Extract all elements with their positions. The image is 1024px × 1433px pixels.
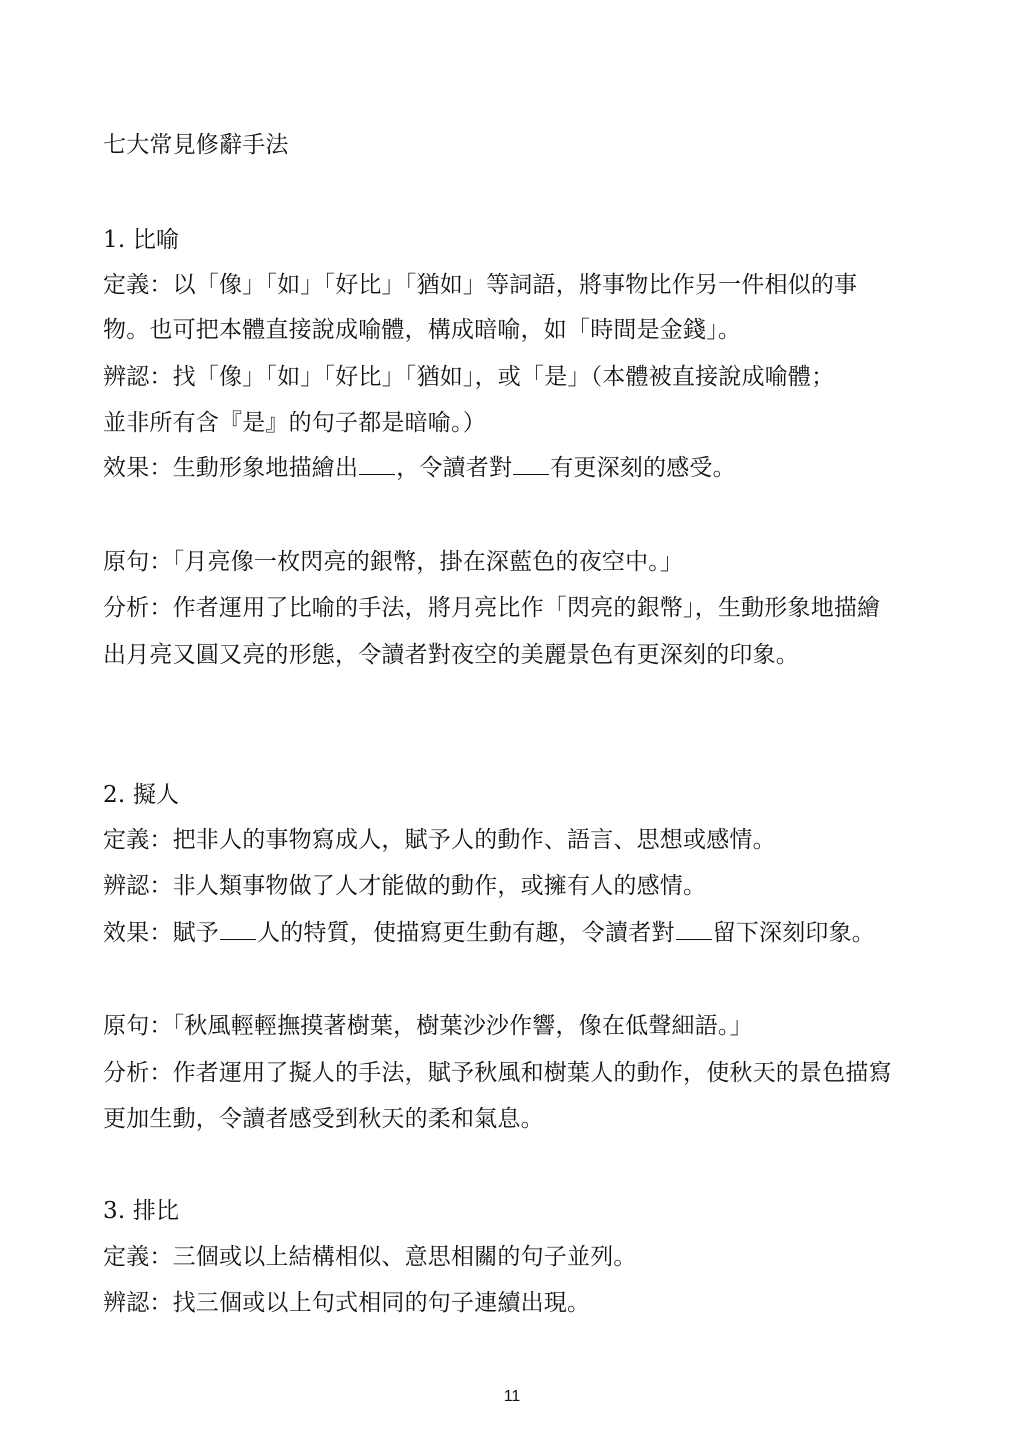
parallelism-identify: 辨認：找三個或以上句式相同的句子連續出現。 [103, 1290, 591, 1316]
simile-effect-part-2: ，令讀者對 [396, 455, 513, 481]
personification-definition: 定義：把非人的事物寫成人，賦予人的動作、語言、思想或感情。 [103, 827, 776, 853]
personification-effect-part-2: 人的特質，使描寫更生動有趣，令讀者對 [257, 920, 675, 946]
section-heading-simile: 1. 比喻 [103, 227, 180, 253]
simile-definition-line-2: 物。也可把本體直接說成喻體，構成暗喻，如「時間是金錢」。 [103, 317, 742, 343]
fill-in-blank [359, 456, 395, 475]
simile-analysis-line-2: 出月亮又圓又亮的形態，令讀者對夜空的美麗景色有更深刻的印象。 [103, 642, 799, 668]
personification-identify: 辨認：非人類事物做了人才能做的動作，或擁有人的感情。 [103, 873, 707, 899]
personification-analysis-line-2: 更加生動，令讀者感受到秋天的柔和氣息。 [103, 1106, 544, 1132]
simile-effect-line [103, 453, 736, 483]
page-title: 七大常見修辭手法 [103, 132, 289, 158]
section-heading-parallelism: 3. 排比 [103, 1198, 180, 1224]
parallelism-definition: 定義：三個或以上結構相似、意思相關的句子並列。 [103, 1244, 637, 1270]
simile-effect-part-1: 效果：生動形象地描繪出 [103, 455, 359, 481]
personification-example: 原句：「秋風輕輕撫摸著樹葉，樹葉沙沙作響，像在低聲細語。」 [103, 1013, 753, 1039]
simile-identify-line-1: 辨認：找「像」「如」「好比」「猶如」，或「是」（本體被直接說成喻體； [103, 364, 835, 390]
personification-effect-line [103, 918, 875, 948]
simile-definition-line-1: 定義：以「像」「如」「好比」「猶如」等詞語，將事物比作另一件相似的事 [103, 272, 858, 298]
simile-example: 原句：「月亮像一枚閃亮的銀幣，掛在深藍色的夜空中。」 [103, 549, 684, 575]
personification-analysis-line-1: 分析：作者運用了擬人的手法，賦予秋風和樹葉人的動作，使秋天的景色描寫 [103, 1060, 892, 1086]
simile-effect-part-3: 有更深刻的感受。 [550, 455, 736, 481]
fill-in-blank [513, 456, 549, 475]
personification-effect-part-3: 留下深刻印象。 [712, 920, 876, 946]
fill-in-blank [220, 921, 256, 940]
section-heading-personification: 2. 擬人 [103, 782, 180, 808]
simile-identify-line-2: 並非所有含『是』的句子都是暗喻。） [103, 410, 486, 436]
page-number: 11 [503, 1388, 521, 1405]
personification-effect-part-1: 效果：賦予 [103, 920, 219, 946]
fill-in-blank [676, 921, 712, 940]
simile-analysis-line-1: 分析：作者運用了比喻的手法，將月亮比作「閃亮的銀幣」，生動形象地描繪 [103, 595, 881, 621]
